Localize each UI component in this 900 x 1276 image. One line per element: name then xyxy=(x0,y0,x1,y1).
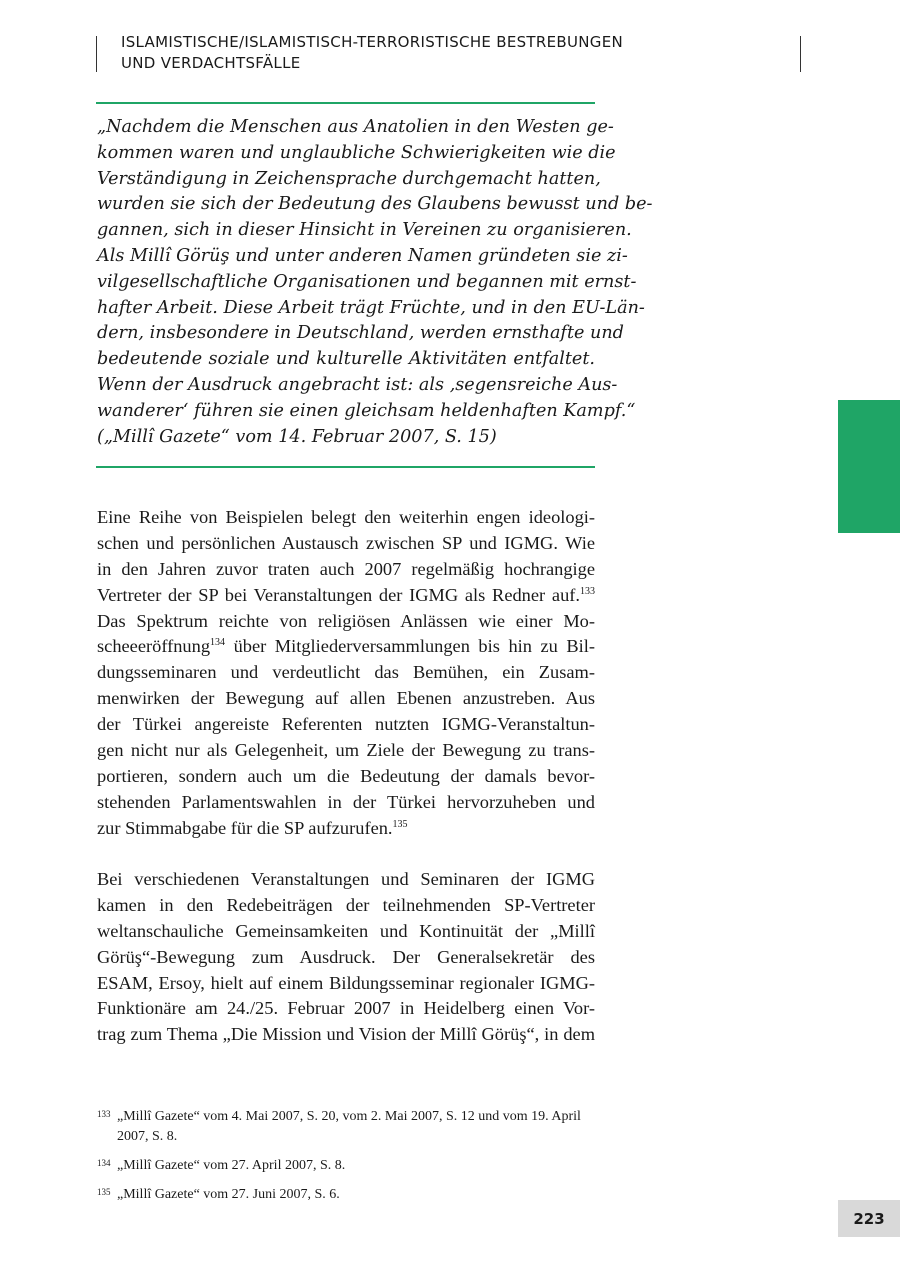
running-header-line-2: UND VERDACHTSFÄLLE xyxy=(121,54,301,72)
paragraph-line: stehenden Parlamentswahlen in der Türkei hervorzuheben und xyxy=(97,791,595,812)
quote-line: wurden sie sich der Bedeutung des Glaubens bewusst und be- xyxy=(97,194,653,215)
quote-line: „Nachdem die Menschen aus Anatolien in den Westen ge- xyxy=(97,117,614,137)
header-right-rule xyxy=(800,36,801,72)
quote-line: bedeutende soziale und kulturelle Aktivitäten entfaltet. xyxy=(97,349,595,370)
quote-line: dern, insbesondere in Deutschland, werden ernsthafte und xyxy=(97,323,624,344)
paragraph-line-text: scheeeröffnung xyxy=(97,636,211,657)
body-paragraph-1 xyxy=(97,505,595,842)
paragraph-line: menwirken der Bewegung auf allen Ebenen anzustreben. Aus xyxy=(97,688,595,709)
paragraph-line: Görüş“-Bewegung zum Ausdruck. Der Generalsekretär des xyxy=(97,946,595,967)
paragraph-line-text: über Mitgliederversammlungen bis hin zu Bil- xyxy=(225,636,595,657)
paragraph-line: trag zum Thema „Die Mission und Vision der Millî Görüş“, in dem xyxy=(97,1024,595,1045)
quote-source: („Millî Gazete“ vom 14. Februar 2007, S. 15) xyxy=(97,426,497,447)
footnote-number: 135 xyxy=(97,1187,111,1197)
footnote-134 xyxy=(97,1156,597,1176)
paragraph-line-text: zur Stimmabgabe für die SP aufzurufen. xyxy=(97,817,393,838)
paragraph-line: Eine Reihe von Beispielen belegt den weiterhin engen ideologi- xyxy=(97,507,595,527)
paragraph-line: dungsseminaren und verdeutlicht das Bemühen, ein Zusam- xyxy=(97,662,595,683)
footnote-ref-134: 134 xyxy=(210,637,226,649)
chapter-tab-marker xyxy=(838,400,900,533)
paragraph-line: kamen in den Redebeiträgen der teilnehmenden SP-Vertreter xyxy=(97,894,595,915)
quote-line: vilgesellschaftliche Organisationen und begannen mit ernst- xyxy=(97,271,637,292)
footnote-text: „Millî Gazete“ vom 4. Mai 2007, S. 20, vom 2. Mai 2007, S. 12 und vom 19. April 2007, S. 8. xyxy=(117,1109,581,1144)
quote-line: hafter Arbeit. Diese Arbeit trägt Früchte, und in den EU-Län- xyxy=(97,297,645,318)
quote-bottom-rule xyxy=(96,466,595,468)
paragraph-line: Funktionäre am 24./25. Februar 2007 in Heidelberg einen Vor- xyxy=(97,998,595,1019)
footnote-ref-135: 135 xyxy=(392,818,408,830)
paragraph-line xyxy=(97,634,595,660)
quote-line: wanderer‘ führen sie einen gleichsam heldenhaften Kampf.“ xyxy=(97,400,636,421)
running-header-line-1: ISLAMISTISCHE/ISLAMISTISCH-TERRORISTISCHE BESTREBUNGEN xyxy=(121,33,624,51)
paragraph-line: der Türkei angereiste Referenten nutzten IGMG-Veranstaltun- xyxy=(97,714,595,735)
paragraph-line: schen und persönlichen Austausch zwischen SP und IGMG. Wie xyxy=(97,532,595,553)
paragraph-line xyxy=(97,583,595,609)
quote-line: Verständigung in Zeichensprache durchgemacht hatten, xyxy=(97,168,601,189)
footnote-text: „Millî Gazete“ vom 27. April 2007, S. 8. xyxy=(117,1158,346,1173)
paragraph-line-text: Vertreter der SP bei Veranstaltungen der IGMG als Redner auf. xyxy=(97,584,580,605)
paragraph-line: Das Spektrum reichte von religiösen Anlässen wie einer Mo- xyxy=(97,610,595,631)
footnotes xyxy=(97,1107,597,1214)
footnote-number: 134 xyxy=(97,1158,111,1168)
footnote-number: 133 xyxy=(97,1109,111,1119)
quote-top-rule xyxy=(96,102,595,104)
paragraph-line xyxy=(97,816,595,842)
body-paragraph-2 xyxy=(97,867,595,1048)
paragraph-line: weltanschauliche Gemeinsamkeiten und Kontinuität der „Millî xyxy=(97,920,595,941)
header-left-rule xyxy=(96,36,97,72)
quote-block xyxy=(97,115,653,450)
footnote-133 xyxy=(97,1107,597,1147)
footnote-ref-133: 133 xyxy=(580,585,595,597)
paragraph-line: portieren, sondern auch um die Bedeutung der damals bevor- xyxy=(97,765,595,786)
footnote-135 xyxy=(97,1185,597,1205)
paragraph-line: gen nicht nur als Gelegenheit, um Ziele der Bewegung zu trans- xyxy=(97,740,595,761)
page-number: 223 xyxy=(838,1200,900,1237)
footnote-text: „Millî Gazete“ vom 27. Juni 2007, S. 6. xyxy=(117,1187,340,1202)
running-header xyxy=(121,32,681,74)
paragraph-line: Bei verschiedenen Veranstaltungen und Seminaren der IGMG xyxy=(97,869,595,889)
paragraph-line: in den Jahren zuvor traten auch 2007 regelmäßig hochrangige xyxy=(97,558,595,579)
paragraph-line: ESAM, Ersoy, hielt auf einem Bildungsseminar regionaler IGMG- xyxy=(97,972,595,993)
quote-line: Als Millî Görüş und unter anderen Namen gründeten sie zi- xyxy=(97,245,628,266)
quote-line: kommen waren und unglaubliche Schwierigkeiten wie die xyxy=(97,142,616,163)
quote-line: Wenn der Ausdruck angebracht ist: als ‚segensreiche Aus- xyxy=(97,374,618,395)
quote-line: gannen, sich in dieser Hinsicht in Vereinen zu organisieren. xyxy=(97,220,632,241)
